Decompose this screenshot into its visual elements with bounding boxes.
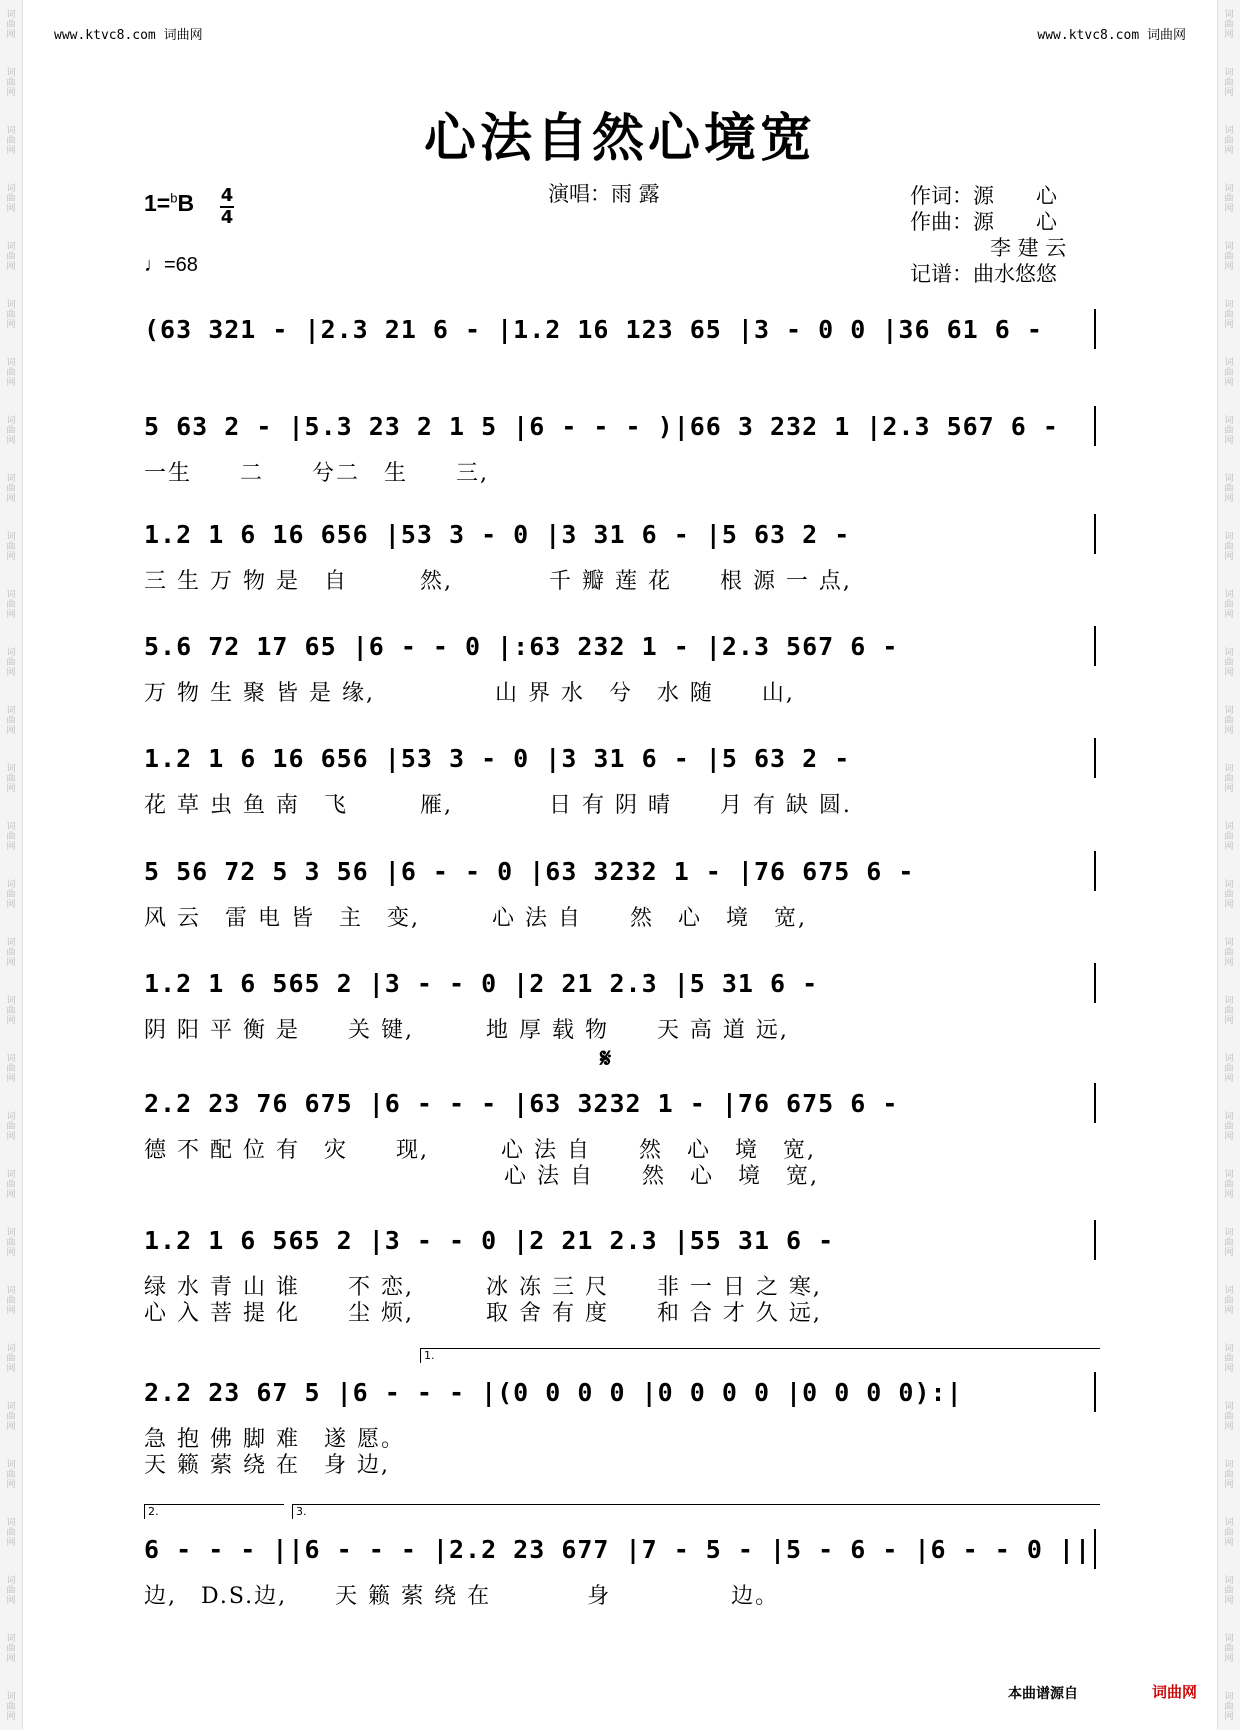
site-name: 词曲网 xyxy=(163,28,203,43)
end-barline xyxy=(1094,738,1096,778)
edge-watermark-text: 词曲网 xyxy=(1224,590,1234,620)
edge-watermark-text: 词曲网 xyxy=(1224,10,1234,40)
end-barline xyxy=(1094,626,1096,666)
edge-watermark-text: 词曲网 xyxy=(6,706,16,736)
end-barline xyxy=(1094,406,1096,446)
edge-watermark-text: 词曲网 xyxy=(1224,648,1234,678)
edge-watermark-text: 词曲网 xyxy=(1224,184,1234,214)
edge-watermark-text: 词曲网 xyxy=(6,1170,16,1200)
edge-watermark-text: 词曲网 xyxy=(1224,1518,1234,1548)
lyric-line: 急 抱 佛 脚 难 遂 愿。 xyxy=(144,1427,405,1452)
composer-credit: 作曲：源 心 xyxy=(910,210,1057,234)
edge-watermark-text: 词曲网 xyxy=(1224,1692,1234,1722)
edge-watermark-text: 词曲网 xyxy=(1224,474,1234,504)
site-url: www.ktvc8.com xyxy=(1037,28,1140,43)
edge-watermark-text: 词曲网 xyxy=(1224,996,1234,1026)
volta-1 xyxy=(420,1348,1100,1363)
edge-watermark-text: 词曲网 xyxy=(1224,68,1234,98)
edge-watermark-text: 词曲网 xyxy=(6,416,16,446)
edge-watermark-text: 词曲网 xyxy=(1224,706,1234,736)
header-site-left xyxy=(54,24,203,43)
segno-sign: 𝄋 xyxy=(600,1044,612,1074)
edge-watermark-text: 词曲网 xyxy=(1224,1402,1234,1432)
edge-watermark-text: 词曲网 xyxy=(6,1112,16,1142)
edge-watermark-text: 词曲网 xyxy=(6,880,16,910)
left-watermark-strip xyxy=(0,0,23,1730)
edge-watermark-text: 词曲网 xyxy=(6,10,16,40)
time-bottom: 4 xyxy=(220,207,234,228)
notation-line: 1.2 1 6 16 656 |53 3 - 0 |3 31 6 - |5 63 2 - xyxy=(144,744,851,773)
edge-watermark-text: 词曲网 xyxy=(1224,1112,1234,1142)
volta-3-label: 3. xyxy=(296,1505,307,1518)
edge-watermark-text: 词曲网 xyxy=(1224,822,1234,852)
key-signature xyxy=(144,190,194,217)
lyric-line: 心 法 自 然 心 境 宽, xyxy=(144,1164,819,1189)
notation-line: 2.2 23 67 5 |6 - - - |(0 0 0 0 |0 0 0 0 |0 0 0 0):| xyxy=(144,1378,963,1407)
volta-2-label: 2. xyxy=(148,1505,159,1518)
notation-line: 1.2 1 6 16 656 |53 3 - 0 |3 31 6 - |5 63 2 - xyxy=(144,520,851,549)
singer-credit: 演唱：雨 露 xyxy=(548,182,660,206)
end-barline xyxy=(1094,1083,1096,1123)
edge-watermark-text: 词曲网 xyxy=(1224,764,1234,794)
song-title: 心法自然心境宽 xyxy=(423,108,816,169)
end-barline xyxy=(1094,1220,1096,1260)
edge-watermark-text: 词曲网 xyxy=(6,764,16,794)
footer-source-site[interactable]: 词曲网 xyxy=(1152,1683,1198,1701)
notation-line: 1.2 1 6 565 2 |3 - - 0 |2 21 2.3 |5 31 6 - xyxy=(144,969,819,998)
edge-watermark-text: 词曲网 xyxy=(6,1402,16,1432)
lyric-line: 天 籁 萦 绕 在 身 边, xyxy=(144,1453,390,1478)
flat-sign: b xyxy=(170,190,178,206)
time-top: 4 xyxy=(220,185,234,206)
edge-watermark-text: 词曲网 xyxy=(1224,1634,1234,1664)
edge-watermark-text: 词曲网 xyxy=(1224,1460,1234,1490)
edge-watermark-text: 词曲网 xyxy=(1224,1054,1234,1084)
lyric-line: 德 不 配 位 有 灾 现, 心 法 自 然 心 境 宽, xyxy=(144,1138,816,1163)
edge-watermark-text: 词曲网 xyxy=(6,532,16,562)
edge-watermark-text: 词曲网 xyxy=(6,126,16,156)
notation-line: 5 56 72 5 3 56 |6 - - 0 |63 3232 1 - |76 675 6 - xyxy=(144,857,915,886)
key-label: 1= xyxy=(144,190,171,216)
edge-watermark-text: 词曲网 xyxy=(6,1460,16,1490)
header-site-right xyxy=(1037,24,1186,43)
edge-watermark-text: 词曲网 xyxy=(6,822,16,852)
edge-watermark-text: 词曲网 xyxy=(1224,1228,1234,1258)
edge-watermark-text: 词曲网 xyxy=(1224,1170,1234,1200)
transcriber-credit: 记谱：曲水悠悠 xyxy=(910,262,1057,286)
lyric-line: 花 草 虫 鱼 南 飞 雁, 日 有 阴 晴 月 有 缺 圆. xyxy=(144,793,852,818)
edge-watermark-text: 词曲网 xyxy=(1224,126,1234,156)
notation-line: 5 63 2 - |5.3 23 2 1 5 |6 - - - )|66 3 232 1 |2.3 567 6 - xyxy=(144,412,1059,441)
notation-line: (63 321 - |2.3 21 6 - |1.2 16 123 65 |3 - 0 0 |36 61 6 - xyxy=(144,315,1043,344)
edge-watermark-text: 词曲网 xyxy=(6,938,16,968)
volta-1-label: 1. xyxy=(424,1349,435,1362)
lyric-line: 心 入 菩 提 化 尘 烦, 取 舍 有 度 和 合 才 久 远, xyxy=(144,1301,822,1326)
edge-watermark-text: 词曲网 xyxy=(6,358,16,388)
site-name: 词曲网 xyxy=(1146,28,1186,43)
edge-watermark-text: 词曲网 xyxy=(6,242,16,272)
edge-watermark-text: 词曲网 xyxy=(1224,242,1234,272)
volta-3 xyxy=(292,1504,1100,1519)
edge-watermark-text: 词曲网 xyxy=(6,68,16,98)
edge-watermark-text: 词曲网 xyxy=(6,1228,16,1258)
edge-watermark-text: 词曲网 xyxy=(6,648,16,678)
edge-watermark-text: 词曲网 xyxy=(6,1518,16,1548)
edge-watermark-text: 词曲网 xyxy=(1224,1576,1234,1606)
lyric-line: 风 云 雷 电 皆 主 变, 心 法 自 然 心 境 宽, xyxy=(144,906,807,931)
lyric-line: 阴 阳 平 衡 是 关 键, 地 厚 载 物 天 高 道 远, xyxy=(144,1018,789,1043)
edge-watermark-text: 词曲网 xyxy=(6,996,16,1026)
lyricist-credit: 作词：源 心 xyxy=(910,184,1057,208)
edge-watermark-text: 词曲网 xyxy=(6,1634,16,1664)
lyric-line: 三 生 万 物 是 自 然, 千 瓣 莲 花 根 源 一 点, xyxy=(144,569,852,594)
edge-watermark-text: 词曲网 xyxy=(1224,532,1234,562)
edge-watermark-text: 词曲网 xyxy=(6,300,16,330)
lyric-line: 万 物 生 聚 皆 是 缘, 山 界 水 兮 水 随 山, xyxy=(144,681,795,706)
end-barline xyxy=(1094,514,1096,554)
key-note: B xyxy=(177,190,195,216)
notation-line: 5.6 72 17 65 |6 - - 0 |:63 232 1 - |2.3 567 6 - xyxy=(144,632,899,661)
edge-watermark-text: 词曲网 xyxy=(6,1576,16,1606)
notation-line: 1.2 1 6 565 2 |3 - - 0 |2 21 2.3 |55 31 6 - xyxy=(144,1226,835,1255)
edge-watermark-text: 词曲网 xyxy=(1224,938,1234,968)
lyric-line: 绿 水 青 山 谁 不 恋, 冰 冻 三 尺 非 一 日 之 寒, xyxy=(144,1275,822,1300)
right-watermark-strip xyxy=(1217,0,1240,1730)
edge-watermark-text: 词曲网 xyxy=(1224,1286,1234,1316)
edge-watermark-text: 词曲网 xyxy=(6,1344,16,1374)
end-barline xyxy=(1094,851,1096,891)
lyric-line: 边, D.S.边, 天 籁 萦 绕 在 身 边。 xyxy=(144,1584,780,1609)
site-url: www.ktvc8.com xyxy=(54,28,156,43)
tempo-mark: ♩=68 xyxy=(144,254,198,276)
edge-watermark-text: 词曲网 xyxy=(6,590,16,620)
edge-watermark-text: 词曲网 xyxy=(1224,880,1234,910)
footer-source-label: 本曲谱源自 xyxy=(1008,1686,1078,1702)
edge-watermark-text: 词曲网 xyxy=(1224,416,1234,446)
notation-line: 6 - - - ||6 - - - |2.2 23 677 |7 - 5 - |5 - 6 - |6 - - 0 || xyxy=(144,1535,1092,1564)
edge-watermark-text: 词曲网 xyxy=(6,184,16,214)
end-barline xyxy=(1094,1372,1096,1412)
end-barline xyxy=(1094,963,1096,1003)
notation-line: 2.2 23 76 675 |6 - - - |63 3232 1 - |76 675 6 - xyxy=(144,1089,899,1118)
edge-watermark-text: 词曲网 xyxy=(6,1054,16,1084)
edge-watermark-text: 词曲网 xyxy=(6,1286,16,1316)
edge-watermark-text: 词曲网 xyxy=(1224,1344,1234,1374)
edge-watermark-text: 词曲网 xyxy=(6,1692,16,1722)
composer2-credit: 李 建 云 xyxy=(990,236,1067,260)
edge-watermark-text: 词曲网 xyxy=(1224,300,1234,330)
volta-2 xyxy=(144,1504,284,1519)
time-signature xyxy=(220,187,234,227)
end-barline xyxy=(1094,309,1096,349)
end-barline xyxy=(1094,1529,1096,1569)
lyric-line: 一生 二 兮二 生 三, xyxy=(144,461,489,486)
edge-watermark-text: 词曲网 xyxy=(6,474,16,504)
edge-watermark-text: 词曲网 xyxy=(1224,358,1234,388)
